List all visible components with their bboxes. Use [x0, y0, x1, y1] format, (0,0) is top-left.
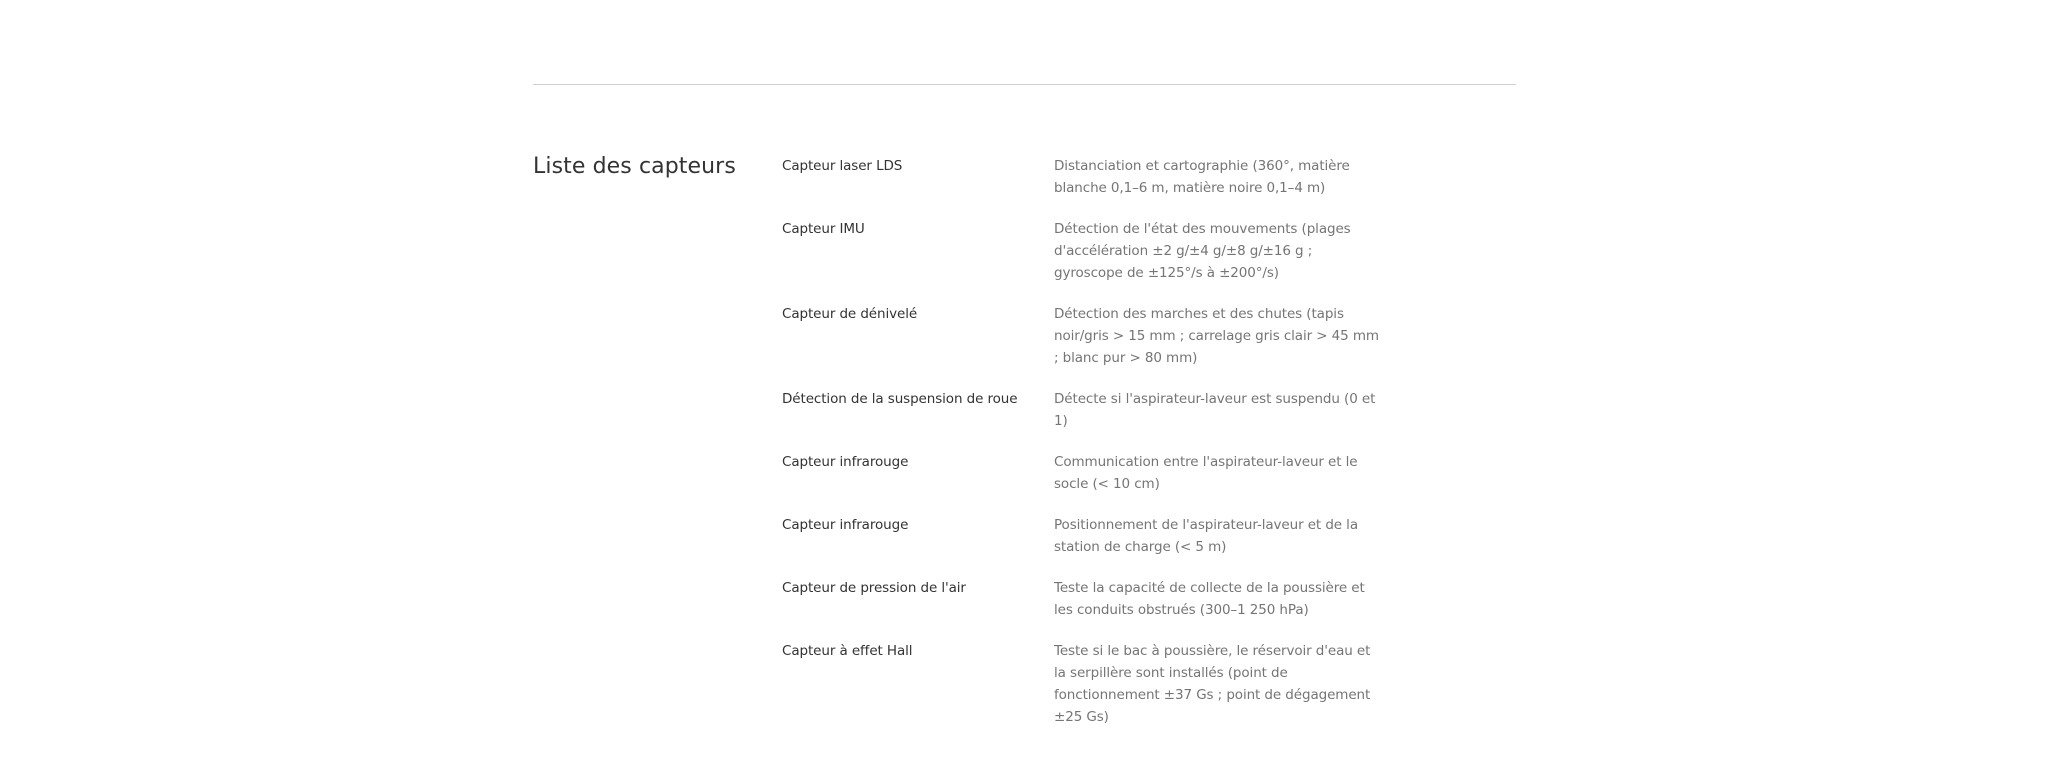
sensor-row — [782, 577, 1402, 621]
sensor-description: Teste si le bac à poussière, le réservoir d'eau et la serpillère sont installés (point de fonctionnement ±37 Gs ; point de dégagement ±25 Gs) — [1054, 643, 1371, 725]
sensor-row — [782, 303, 1402, 369]
sensor-row — [782, 514, 1402, 558]
sensor-name: Capteur infrarouge — [782, 517, 909, 533]
sensor-description: Détecte si l'aspirateur-laveur est suspendu (0 et 1) — [1054, 391, 1376, 429]
sensor-name: Capteur infrarouge — [782, 454, 909, 470]
sensor-row — [782, 451, 1402, 495]
sensor-description: Détection des marches et des chutes (tapis noir/gris > 15 mm ; carrelage gris clair > 45 mm ; blanc pur > 80 mm) — [1054, 306, 1379, 366]
sensor-description: Teste la capacité de collecte de la poussière et les conduits obstrués (300–1 250 hPa) — [1054, 580, 1365, 618]
sensor-name: Capteur à effet Hall — [782, 643, 913, 659]
sensor-spec-list — [782, 155, 1402, 747]
section-title: Liste des capteurs — [533, 154, 736, 179]
section-divider — [533, 84, 1516, 85]
sensor-name: Capteur laser LDS — [782, 158, 903, 174]
sensor-description: Communication entre l'aspirateur-laveur et le socle (< 10 cm) — [1054, 454, 1358, 492]
sensor-name: Capteur de dénivelé — [782, 306, 918, 322]
sensor-row — [782, 155, 1402, 199]
sensor-description: Distanciation et cartographie (360°, matière blanche 0,1–6 m, matière noire 0,1–4 m) — [1054, 158, 1350, 196]
sensor-row — [782, 640, 1402, 728]
sensor-row — [782, 388, 1402, 432]
sensor-description: Positionnement de l'aspirateur-laveur et de la station de charge (< 5 m) — [1054, 517, 1359, 555]
sensor-name: Capteur de pression de l'air — [782, 580, 966, 596]
sensor-name: Détection de la suspension de roue — [782, 391, 1018, 407]
sensor-description: Détection de l'état des mouvements (plages d'accélération ±2 g/±4 g/±8 g/±16 g ; gyroscope de ±125°/s à ±200°/s) — [1054, 221, 1351, 281]
sensor-row — [782, 218, 1402, 284]
sensor-name: Capteur IMU — [782, 221, 865, 237]
